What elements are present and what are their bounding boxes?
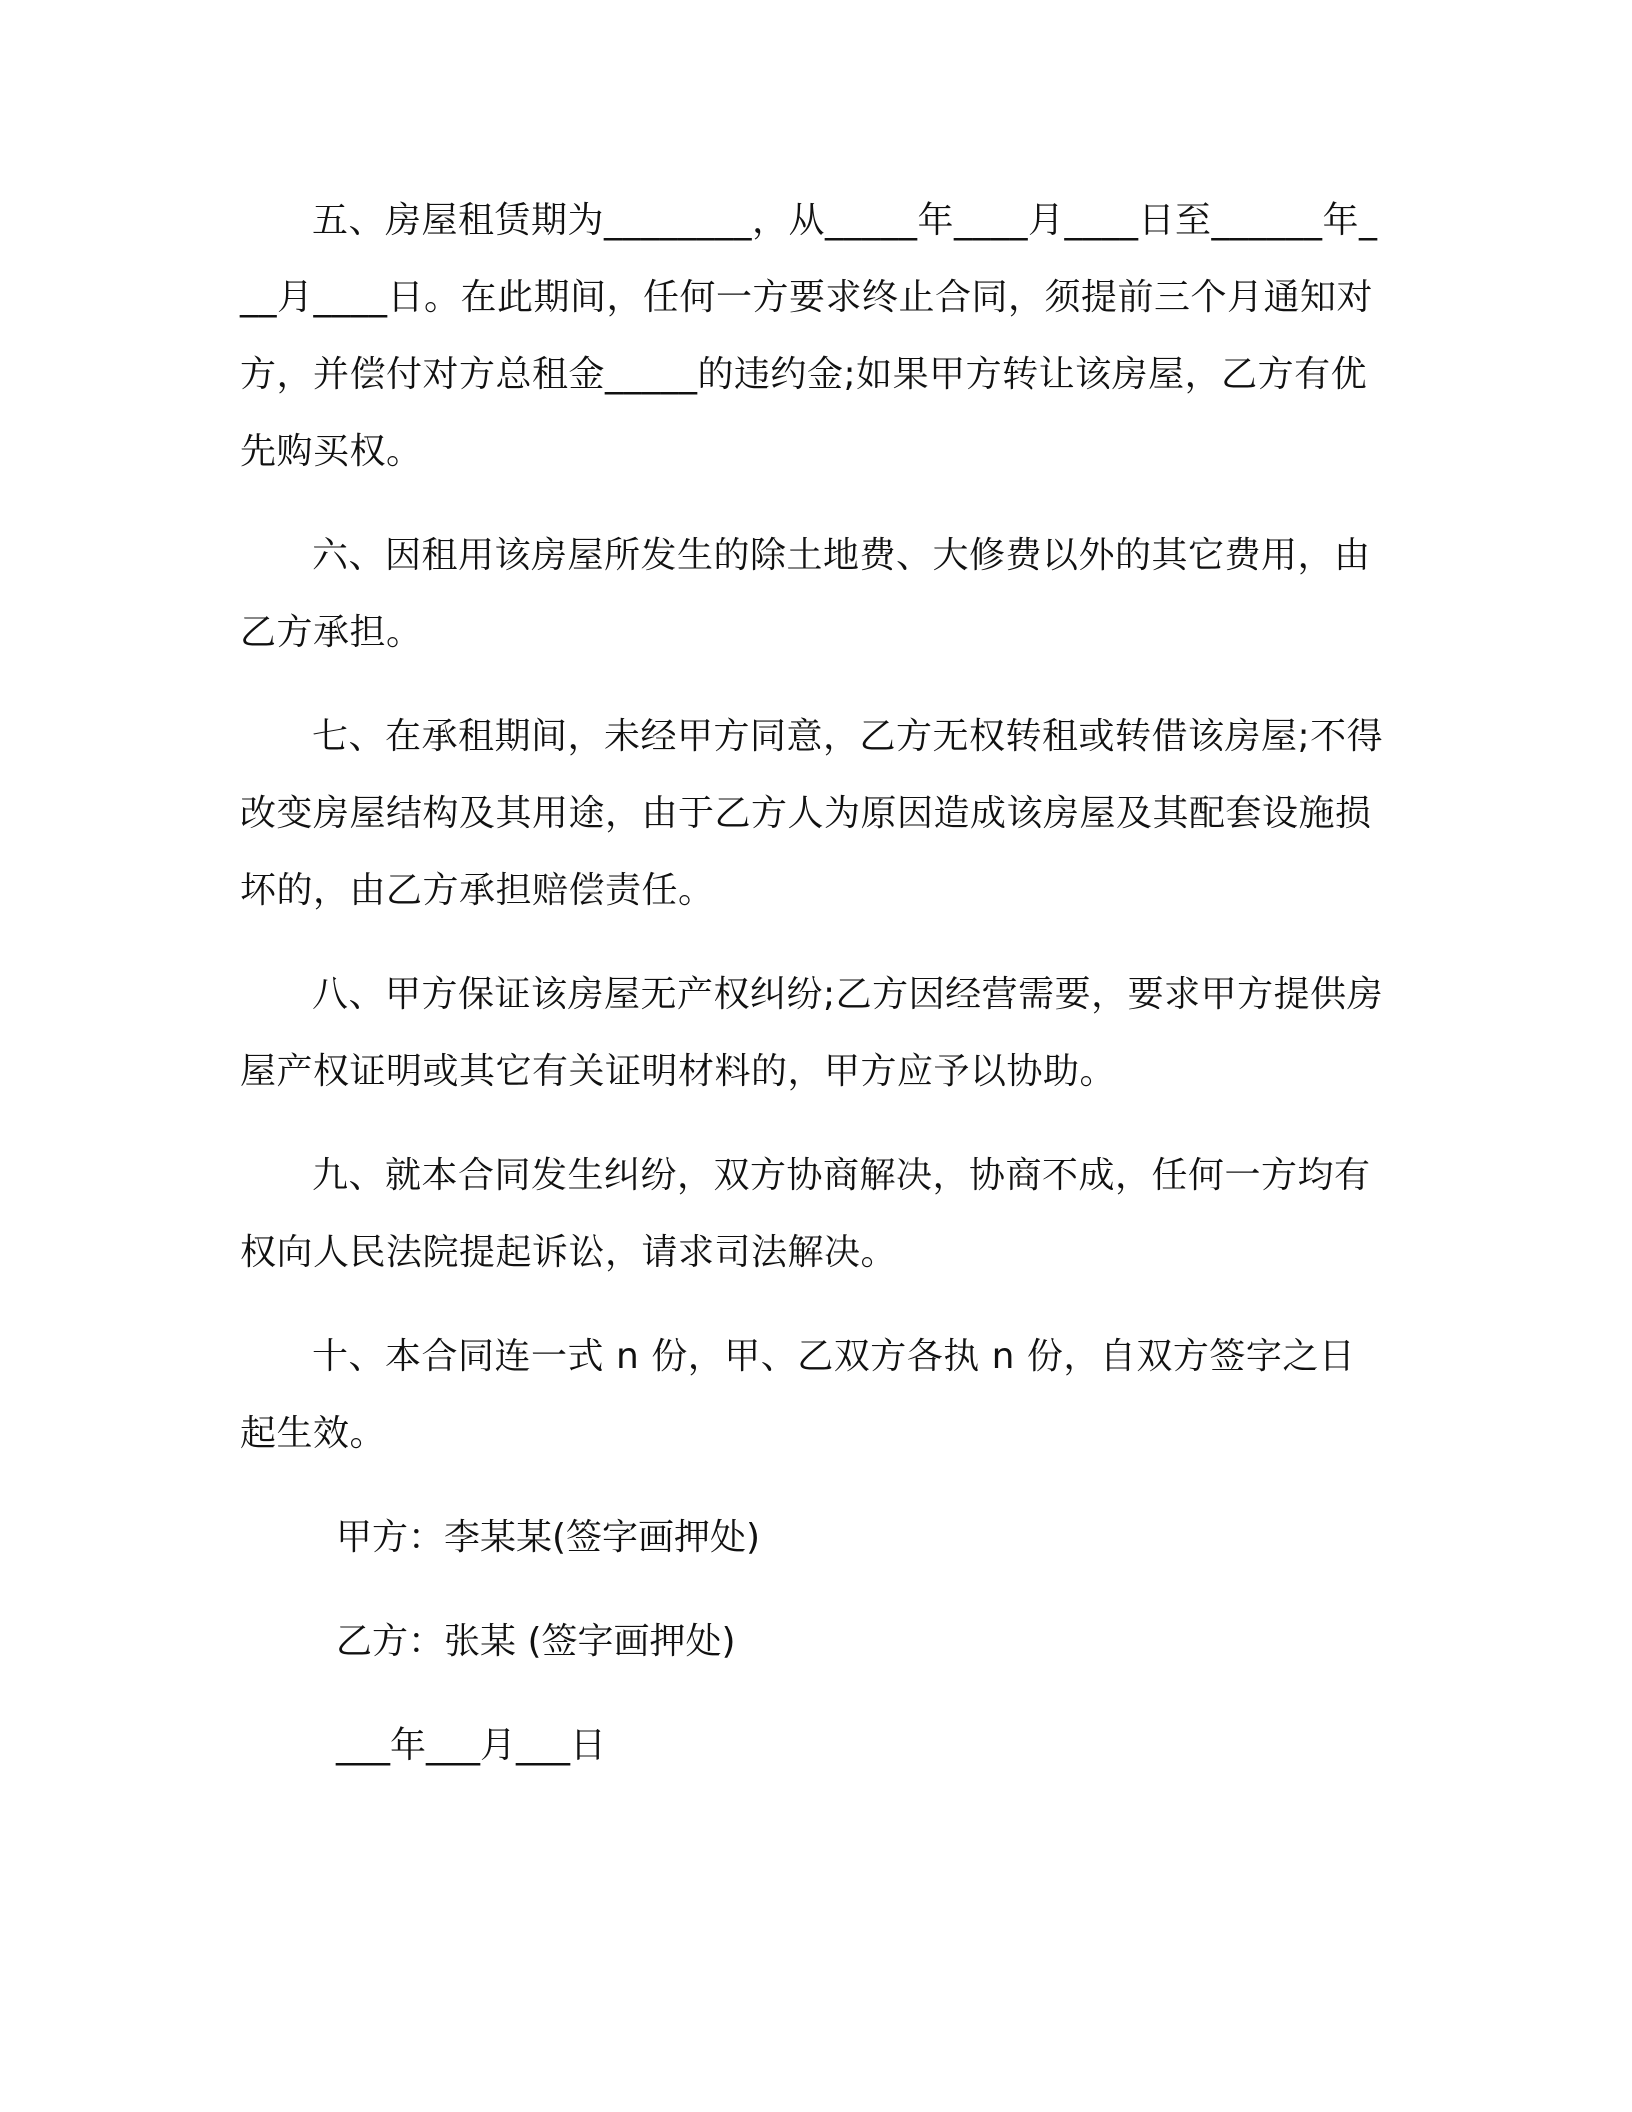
clause-line: 五、房屋租赁期为________，从_____年____月____日至 <box>312 200 1212 241</box>
clause-7 <box>240 698 1390 929</box>
clause-line: ______年___月____日。在此期间，任何一方要求终止合同，须提前 <box>240 200 1378 318</box>
party-a-signature: 甲方：李某某(签字画押处) <box>336 1517 761 1558</box>
clause-line: 八、甲方保证该房屋无产权纠纷;乙方因经营需要，要求甲方提 <box>312 974 1311 1015</box>
clause-line: 三个月通知对方，并偿付对方总租金_____的违约金;如果甲方转让该 <box>240 277 1374 395</box>
clause-line: 十、本合同连一式 n 份，甲、乙双方各执 n 份，自双方签字之日 <box>312 1336 1356 1377</box>
document-body <box>240 182 1390 1811</box>
clause-line: 由乙方承担。 <box>240 535 1371 653</box>
clause-line: 房屋，乙方有优先购买权。 <box>240 354 1368 472</box>
clause-5 <box>240 182 1390 490</box>
clause-line: 七、在承租期间，未经甲方同意，乙方无权转租或转借该房屋; <box>312 716 1311 757</box>
clause-line: 六、因租用该房屋所发生的除土地费、大修费以外的其它费用， <box>312 535 1335 576</box>
clause-9 <box>240 1137 1390 1291</box>
clause-line: 不得改变房屋结构及其用途，由于乙方人为原因造成该房屋及其配套 <box>240 716 1384 834</box>
clause-line: 有权向人民法院提起诉讼，请求司法解决。 <box>240 1155 1371 1273</box>
signing-date: ___年___月___日 <box>336 1725 607 1766</box>
clause-8 <box>240 956 1390 1110</box>
clause-6 <box>240 517 1390 671</box>
clause-line: 设施损坏的，由乙方承担赔偿责任。 <box>240 793 1372 911</box>
clause-line: 九、就本合同发生纠纷，双方协商解决，协商不成，任何一方均 <box>312 1155 1335 1196</box>
party-b-signature: 乙方：张某 (签字画押处) <box>336 1621 736 1662</box>
clause-line: 起生效。 <box>240 1413 387 1454</box>
clause-line: 供房屋产权证明或其它有关证明材料的，甲方应予以协助。 <box>240 974 1384 1092</box>
clause-10 <box>240 1318 1390 1472</box>
